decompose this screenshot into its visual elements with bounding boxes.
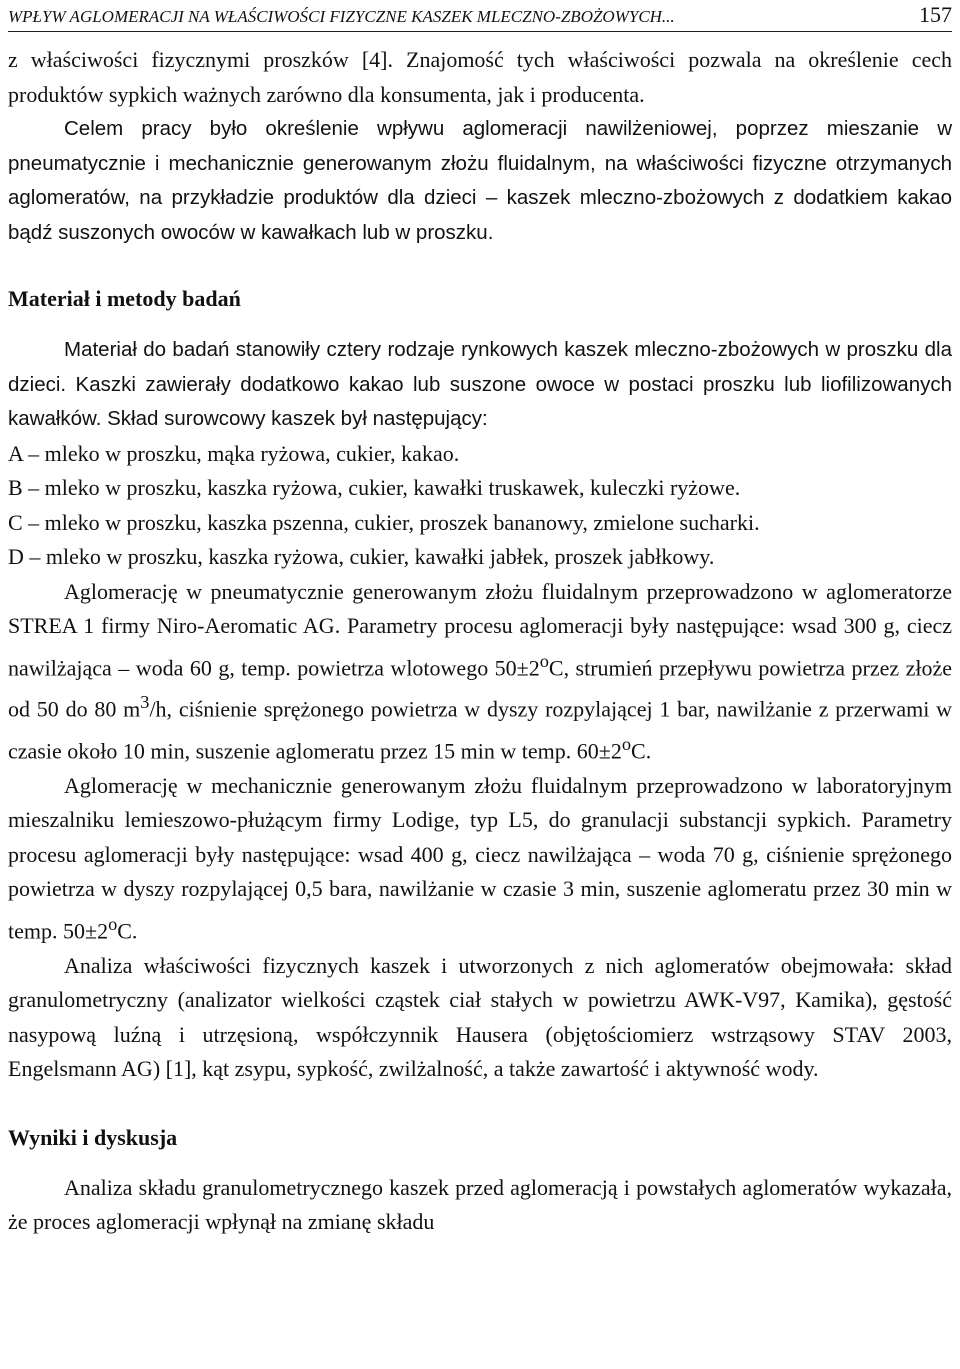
degree-superscript: o <box>108 913 118 934</box>
section-heading-results: Wyniki i dyskusja <box>8 1124 178 1150</box>
composition-item-d: D – mleko w proszku, kaszka ryżowa, cukier, kawałki jabłek, proszek jabłkowy. <box>8 544 715 569</box>
materials-paragraph-pneumatic <box>8 575 952 769</box>
intro-paragraph-1: z właściwości fizycznymi proszków [4]. Znajomość tych właściwości pozwala na określenie cech produktów sypkich ważnych zarówno dla konsumenta, jak i producenta. <box>8 47 952 107</box>
text-run: Aglomerację w pneumatycznie generowanym złożu fluidalnym przeprowadzono w aglomeratorze STREA 1 firmy Niro-Aeromatic AG. Parametry procesu aglomeracji były następujące: wsad 300 g, ciecz nawilżająca – woda 60 g, temp. powietrza wlotowego 50±2 <box>8 578 952 680</box>
text-run: C. <box>631 738 652 764</box>
text-run: Aglomerację w mechanicznie generowanym złożu fluidalnym przeprowadzono w laboratoryjnym mieszalniku lemieszowo-płużącym firmy Lodige, typ L5, do granulacji substancji sypkich. Parametry procesu aglomeracji były następujące: wsad 400 g, ciecz nawilżająca – woda 70 g, ciśnienie sprężonego powietrza w dyszy rozpylającej 0,5 bara, nawilżanie w czasie 3 min, suszenie aglomeratu przez 30 min w temp. 50±2 <box>8 772 952 944</box>
materials-paragraph-1: Materiał do badań stanowiły cztery rodzaje rynkowych kaszek mleczno-zbożowych w proszku dla dzieci. Kaszki zawierały dodatkowo kakao lub suszone owoce w postaci proszku lub liofilizowanych kawałków. Skład surowcowy kaszek był następujący: <box>8 338 952 430</box>
composition-item-c: C – mleko w proszku, kaszka pszenna, cukier, proszek bananowy, zmielone sucharki. <box>8 509 760 535</box>
header-rule <box>8 31 952 32</box>
composition-item-b: B – mleko w proszku, kaszka ryżowa, cukier, kawałki truskawek, kuleczki ryżowe. <box>8 475 741 500</box>
running-title: WPŁYW AGLOMERACJI NA WŁAŚCIWOŚCI FIZYCZNE KASZEK MLECZNO-ZBOŻOWYCH... <box>8 7 675 26</box>
composition-item-a: A – mleko w proszku, mąka ryżowa, cukier, kakao. <box>8 440 460 466</box>
text-run: C, strumień przepływu powietrza przez złoże od 50 do 80 m <box>8 654 952 722</box>
degree-superscript: o <box>621 734 632 755</box>
results-paragraph-1: Analiza składu granulometrycznego kaszek przed aglomeracją i powstałych aglomeratów wykazała, że proces aglomeracji wpłynął na zmianę składu <box>8 1174 952 1235</box>
page-number: 157 <box>919 2 952 27</box>
materials-paragraph-analysis: Analiza właściwości fizycznych kaszek i utworzonych z nich aglomeratów obejmowała: skład granulometryczny (analizator wielkości cząstek ciał stałych w powietrzu AWK-V97, Kamika), gęstość nasypową luźną i utrzęsioną, współczynnik Hausera (objętościomierz wstrząsowy STAV 2003, Engelsmann AG) [1], kąt zsypu, sypkość, zwilżalność, a także zawartość i aktywność wody. <box>8 952 952 1082</box>
text-run: C. <box>117 918 138 944</box>
degree-superscript: o <box>539 650 549 671</box>
running-header <box>8 2 952 30</box>
text-run: /h, ciśnienie sprężonego powietrza w dyszy rozpylającej 1 bar, nawilżanie z przerwami w czasie około 10 min, suszenie aglomeratu przez 15 min w temp. 60±2 <box>8 696 952 764</box>
article-body <box>8 43 952 1240</box>
intro-paragraph-2: Celem pracy było określenie wpływu aglomeracji nawilżeniowej, poprzez mieszanie w pneumatycznie i mechanicznie generowanym złożu fluidalnym, na właściwości fizyczne otrzymanych aglomeratów, na przykładzie produktów dla dzieci – kaszek mleczno-zbożowych z dodatkiem kakao bądź suszonych owoców w kawałkach lub w proszku. <box>8 117 952 244</box>
materials-paragraph-mechanical <box>8 769 952 949</box>
section-heading-materials: Materiał i metody badań <box>8 286 241 311</box>
cubic-superscript: 3 <box>140 692 150 713</box>
